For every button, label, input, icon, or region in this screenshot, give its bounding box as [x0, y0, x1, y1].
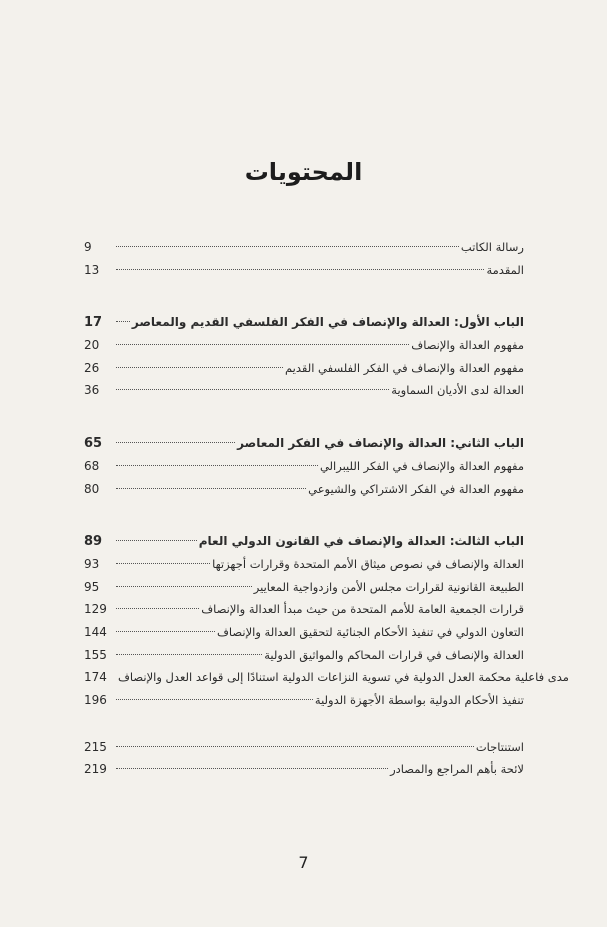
toc-page-number: 93: [84, 556, 100, 571]
toc-entry[interactable]: [84, 478, 524, 501]
dot-leader: [116, 562, 210, 564]
toc-page-number: 174: [84, 670, 107, 685]
toc-page-number: 68: [84, 458, 100, 473]
toc-page-number: 89: [84, 534, 103, 550]
dot-leader: [116, 487, 306, 489]
section-gap: [84, 500, 524, 530]
toc-entry[interactable]: [84, 644, 524, 667]
page-number: 7: [298, 853, 309, 872]
toc-entry-title: استنتاجات: [475, 739, 524, 754]
toc-page-number: 26: [84, 360, 100, 375]
toc-entry-title: الطبيعة القانونية لقرارات مجلس الأمن وازدواجية المعايير: [253, 579, 524, 594]
toc-entry[interactable]: [84, 689, 524, 712]
section-gap: [84, 712, 524, 736]
section-gap: [84, 402, 524, 432]
toc-page-number: 129: [84, 602, 107, 617]
toc-entry[interactable]: [84, 758, 524, 781]
toc-entry[interactable]: [84, 736, 524, 759]
toc-entry-title: العدالة والإنصاف في نصوص ميثاق الأمم المتحدة وقرارات أجهزتها: [212, 556, 524, 571]
toc-entry-title: رسالة الكاتب: [460, 240, 524, 254]
toc-page-number: 13: [84, 262, 100, 277]
dot-leader: [116, 585, 252, 587]
toc-page-number: 9: [84, 240, 92, 254]
dot-leader: [116, 464, 318, 466]
toc-chapter-title: الباب الأول: العدالة والإنصاف في الفكر الفلسفي القديم والمعاصر: [131, 315, 524, 330]
toc-entry-title: المقدمة: [486, 262, 524, 277]
toc-entry[interactable]: [84, 666, 569, 689]
toc-entry-title: العدالة والإنصاف في قرارات المحاكم والمواثيق الدولية: [264, 647, 524, 662]
toc-entry-title: قرارات الجمعية العامة للأمم المتحدة من حيث مبدأ العدالة والإنصاف: [201, 602, 524, 617]
toc-page-number: 17: [84, 315, 103, 331]
dot-leader: [116, 320, 130, 322]
toc-entry-title: مفهوم العدالة والإنصاف: [411, 338, 524, 353]
toc-chapter-entry[interactable]: [84, 311, 524, 334]
dot-leader: [116, 630, 215, 632]
toc-page-number: 144: [84, 624, 107, 639]
toc-page-number: 80: [84, 481, 100, 496]
dot-leader: [116, 653, 262, 655]
toc-chapter-title: الباب الثاني: العدالة والإنصاف في الفكر المعاصر: [237, 436, 524, 451]
toc-page-number: 155: [84, 647, 107, 662]
dot-leader: [116, 767, 388, 769]
page-title: المحتويات: [244, 158, 363, 186]
toc-page-number: 95: [84, 579, 100, 594]
dot-leader: [116, 745, 474, 747]
dot-leader: [116, 245, 459, 247]
toc-entry-title: التعاون الدولي في تنفيذ الأحكام الجنائية لتحقيق العدالة والإنصاف: [216, 624, 524, 639]
toc-entry[interactable]: [84, 553, 524, 576]
dot-leader: [116, 698, 313, 700]
toc-entry[interactable]: [84, 621, 524, 644]
dot-leader: [116, 366, 283, 368]
toc-chapter-title: الباب الثالث: العدالة والإنصاف في القانون الدولي العام: [198, 534, 524, 549]
dot-leader: [116, 441, 235, 443]
toc-page-number: 196: [84, 693, 107, 707]
toc-entry[interactable]: [84, 357, 524, 380]
dot-leader: [116, 607, 199, 609]
section-gap: [84, 281, 524, 311]
toc-chapter-entry[interactable]: [84, 530, 524, 553]
toc-page-number: 219: [84, 762, 107, 777]
toc-page-number: 36: [84, 383, 100, 398]
toc-page-number: 65: [84, 436, 103, 452]
toc-entry-title: مفهوم العدالة والإنصاف في الفكر الفلسفي القديم: [284, 360, 524, 375]
dot-leader: [116, 539, 197, 541]
toc-entry[interactable]: [84, 236, 524, 259]
toc-entry-title: مفهوم العدالة في الفكر الاشتراكي والشيوعي: [308, 481, 524, 496]
toc-entry[interactable]: [84, 598, 524, 621]
dot-leader: [116, 388, 389, 390]
toc-entry[interactable]: [84, 334, 524, 357]
toc-entry-title: لائحة بأهم المراجع والمصادر: [390, 762, 524, 777]
toc-entry[interactable]: [84, 455, 524, 478]
toc-chapter-entry[interactable]: [84, 432, 524, 455]
toc-entry-title: تنفيذ الأحكام الدولية بواسطة الأجهزة الدولية: [314, 693, 524, 707]
toc-entry-title: مفهوم العدالة والإنصاف في الفكر الليبرالي: [319, 458, 524, 473]
toc-entry-title: مدى فاعلية محكمة العدل الدولية في تسوية النزاعات الدولية استنادًا إلى قواعد العدل والإنصاف: [118, 670, 569, 685]
table-of-contents: [84, 236, 569, 781]
toc-entry[interactable]: [84, 259, 524, 282]
dot-leader: [116, 343, 409, 345]
toc-entry-title: العدالة لدى الأديان السماوية: [391, 383, 524, 398]
toc-page-number: 215: [84, 739, 107, 754]
dot-leader: [116, 268, 484, 270]
toc-entry[interactable]: [84, 576, 524, 599]
toc-entry[interactable]: [84, 379, 524, 402]
toc-page-number: 20: [84, 338, 100, 353]
